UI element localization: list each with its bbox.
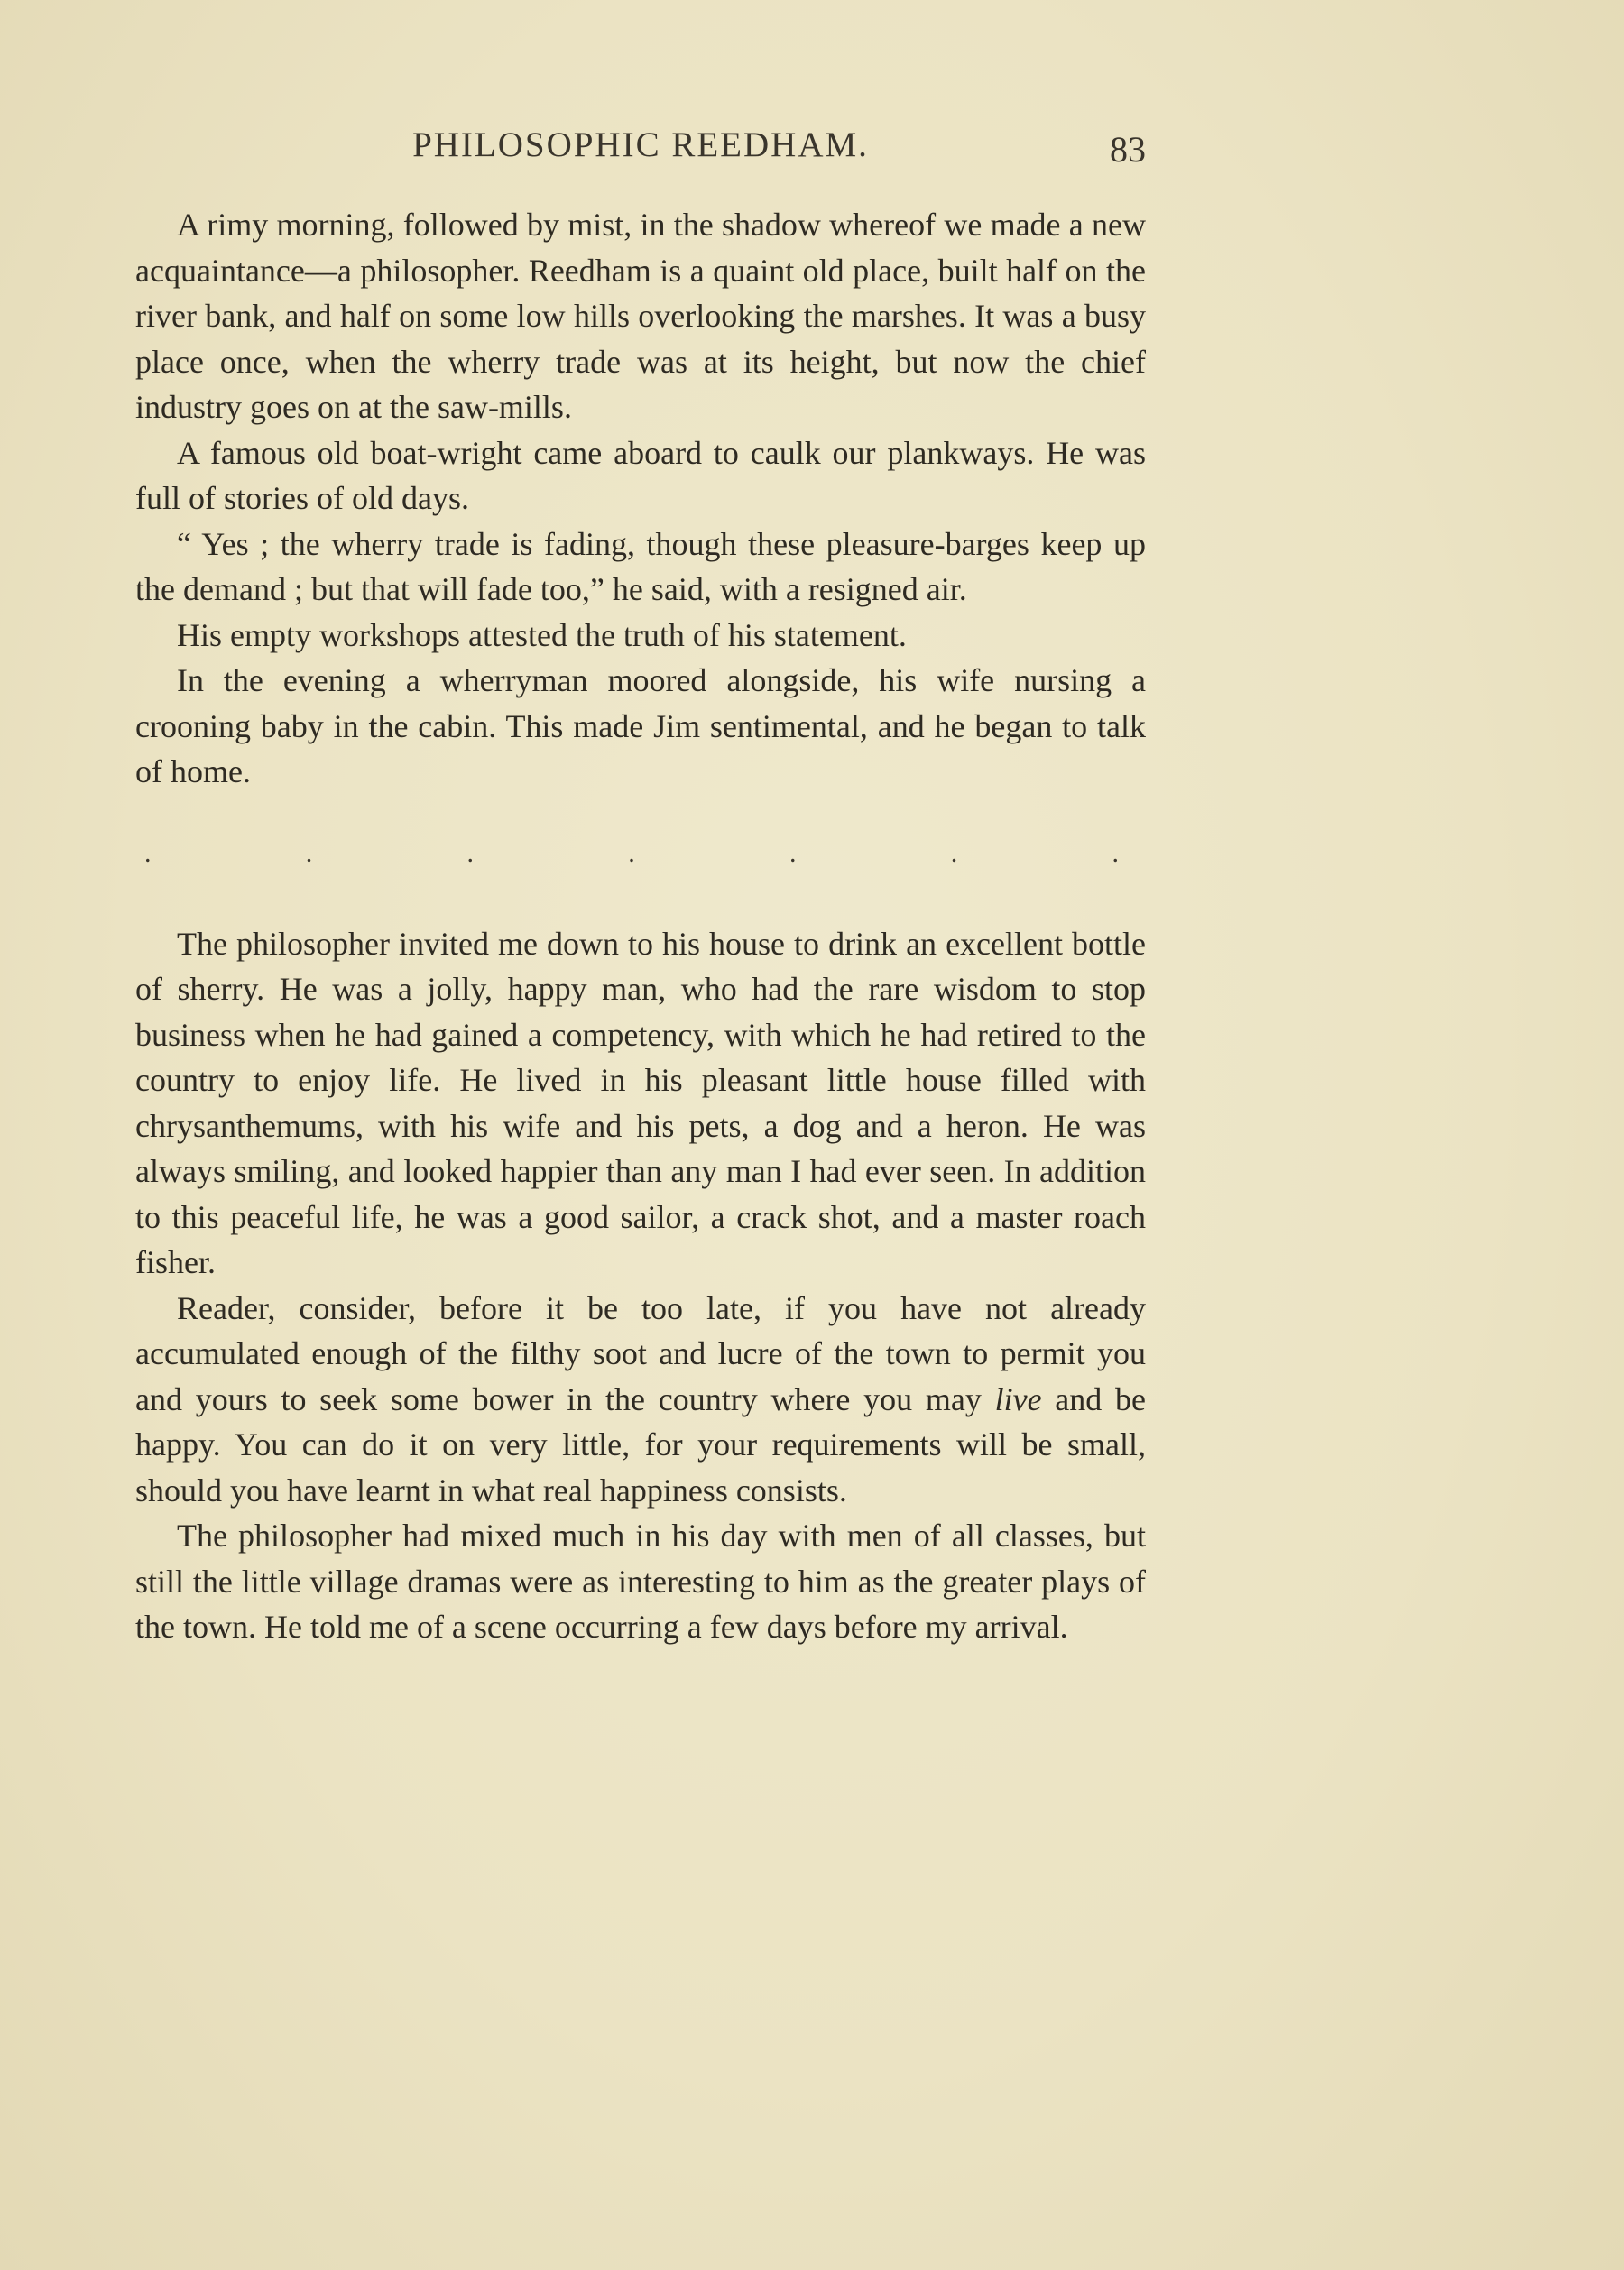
reader-text-italic: live: [994, 1380, 1042, 1417]
paragraph: His empty workshops attested the truth of his statement.: [177, 616, 907, 653]
page-body: [135, 202, 1146, 1650]
break-dot: .: [950, 837, 958, 868]
break-dot: .: [144, 837, 152, 868]
paragraph: “ Yes ; the wherry trade is fading, though these pleasure-barges keep up the demand ; but that will fade too,” he said, with a resigned air.: [135, 525, 1146, 607]
page-number: 83: [1110, 129, 1146, 170]
section-break: [135, 795, 1146, 921]
paragraph: The philosopher invited me down to his house to drink an excellent bottle of sherry. He was a jolly, happy man, who had the rare wisdom to stop business when he had gained a competency, with which he had retired to the country to enjoy life. He lived in his pleasant little house filled with chrysanthemums, with his wife and his pets, a dog and a heron. He was always smiling, and looked happier than any man I had ever seen. In addition to this peaceful life, he was a good sailor, a crack shot, and a master roach fisher.: [135, 925, 1146, 1280]
paragraph: A rimy morning, followed by mist, in the shadow whereof we made a new acquaintance—a philosopher. Reedham is a quaint old place, built half on the river bank, and half on some low hills overlooking the marshes. It was a busy place once, when the wherry trade was at its height, but now the chief industry goes on at the saw-mills.: [135, 207, 1146, 425]
break-dot: .: [1112, 837, 1119, 868]
break-dot: .: [628, 837, 635, 868]
running-title: PHILOSOPHIC REEDHAM.: [412, 125, 869, 164]
break-dot: .: [466, 837, 474, 868]
reader-text-end: and be happy. You can do it on very little, for your requirements will be small, should you have learnt in what real happiness consists.: [135, 1380, 1146, 1509]
paragraph-reader: [135, 1286, 1146, 1514]
paragraph: In the evening a wherryman moored alongside, his wife nursing a crooning baby in the cabin. This made Jim sentimental, and he began to talk of home.: [135, 662, 1146, 789]
section-break-dots: [135, 831, 1146, 877]
paragraph: The philosopher had mixed much in his day with men of all classes, but still the little village dramas were as interesting to him as the greater plays of the town. He told me of a scene occurring a few days before my arrival.: [135, 1518, 1146, 1645]
reader-text-start: Reader, consider, before it be too late, if you have not already accumulated enough of the filthy soot and lucre of the town to permit you and yours to seek some bower in the country where you may: [135, 1289, 1146, 1417]
paragraph: A famous old boat-wright came aboard to caulk our plankways. He was full of stories of old days.: [135, 434, 1146, 516]
page-header: [135, 125, 1146, 179]
break-dot: .: [789, 837, 797, 868]
break-dot: .: [305, 837, 313, 868]
